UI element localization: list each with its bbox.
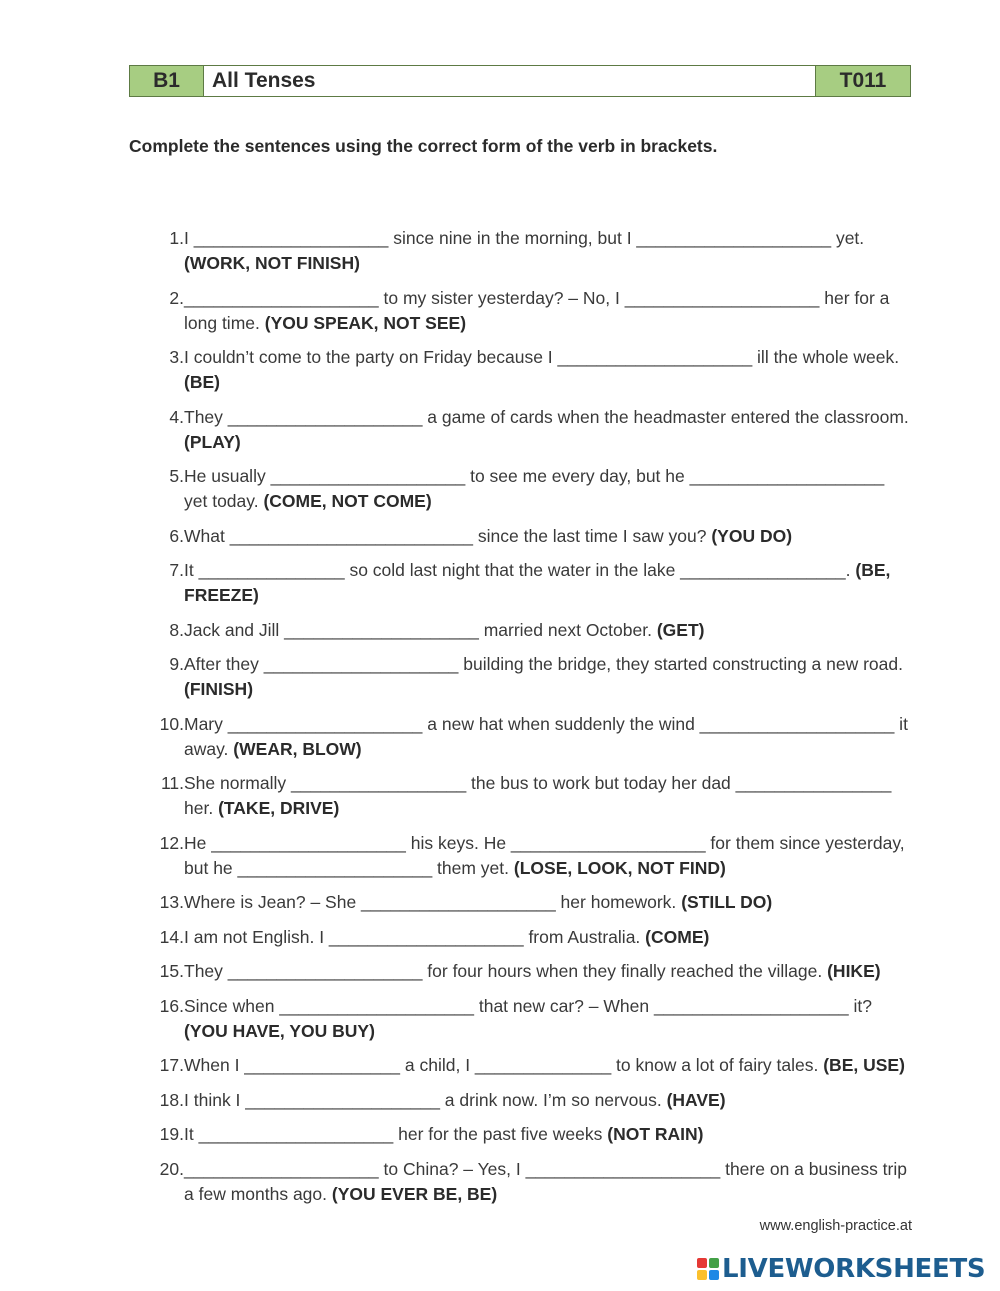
item-hint: (FINISH) — [184, 679, 254, 699]
exercise-item — [129, 1122, 912, 1147]
item-number: 3. — [169, 347, 184, 367]
item-number: 4. — [169, 406, 184, 427]
item-number: 7. — [169, 560, 184, 580]
item-number: 8. — [169, 619, 184, 640]
item-sentence: When I ________________ a child, I ______________ to know a lot of fairy tales. — [184, 1055, 819, 1075]
item-hint: (YOU HAVE, YOU BUY) — [184, 1020, 375, 1041]
item-sentence: I think I ____________________ a drink now. I’m so nervous. — [184, 1089, 662, 1110]
item-hint: (YOU SPEAK, NOT SEE) — [264, 312, 467, 333]
item-number: 16. — [159, 995, 184, 1016]
worksheet-code: T011 — [816, 66, 910, 96]
item-sentence: I couldn’t come to the party on Friday because I ____________________ ill the whole week. — [184, 347, 900, 367]
item-hint: (LOSE, LOOK, NOT FIND) — [513, 857, 726, 878]
item-hint: (WORK, NOT FINISH) — [184, 253, 360, 273]
instruction-text: Complete the sentences using the correct form of the verb in brackets. — [129, 136, 718, 156]
item-sentence: It _______________ so cold last night that the water in the lake _________________. — [184, 560, 851, 580]
item-sentence: Jack and Jill ____________________ married next October. — [184, 619, 652, 640]
level-label: B1 — [130, 66, 204, 96]
exercise-item — [129, 831, 912, 881]
item-number: 19. — [159, 1124, 184, 1144]
exercise-item — [129, 405, 912, 455]
item-sentence: Mary ____________________ a new hat when suddenly the wind ____________________ it away. — [184, 713, 908, 759]
item-sentence: ____________________ to my sister yesterday? – No, I ____________________ her for a long time. — [184, 287, 890, 333]
item-number: 15. — [159, 961, 184, 981]
exercise-item — [129, 226, 912, 276]
exercise-item — [129, 618, 912, 643]
item-hint: (HIKE) — [827, 961, 881, 981]
item-sentence: ____________________ to China? – Yes, I ____________________ there on a business trip a few months ago. — [184, 1158, 907, 1204]
exercise-item — [129, 1088, 912, 1113]
item-number: 10. — [159, 713, 184, 734]
exercise-item — [129, 464, 912, 514]
item-sentence: I am not English. I ____________________ from Australia. — [184, 926, 641, 947]
item-hint: (COME, NOT COME) — [263, 491, 432, 511]
exercise-item — [129, 771, 912, 821]
item-sentence: Since when ____________________ that new car? – When ____________________ it? — [184, 995, 872, 1016]
source-website: www.english-practice.at — [759, 1218, 912, 1234]
item-hint: (HAVE) — [666, 1089, 726, 1110]
item-number: 17. — [159, 1055, 184, 1075]
exercise-item — [129, 286, 912, 336]
item-sentence: She normally __________________ the bus to work but today her dad ________________ her. — [184, 773, 892, 818]
item-hint: (BE) — [184, 372, 220, 392]
item-number: 20. — [159, 1158, 184, 1179]
item-hint: (GET) — [656, 619, 705, 640]
item-hint: (STILL DO) — [681, 892, 773, 912]
item-hint: (COME) — [645, 926, 710, 947]
worksheet-header — [129, 65, 911, 97]
item-sentence: After they ____________________ building the bridge, they started constructing a new road. — [184, 654, 903, 674]
exercise-item — [129, 712, 912, 762]
item-sentence: They ____________________ a game of cards when the headmaster entered the classroom. — [184, 406, 909, 427]
exercise-item — [129, 959, 912, 984]
item-hint: (TAKE, DRIVE) — [218, 798, 340, 818]
item-sentence: He usually ____________________ to see me every day, but he ____________________ yet today. — [184, 466, 885, 511]
item-sentence: It ____________________ her for the past five weeks — [184, 1124, 603, 1144]
item-number: 5. — [169, 466, 184, 486]
item-number: 12. — [159, 832, 184, 853]
exercise-item — [129, 524, 912, 549]
exercise-item — [129, 345, 912, 395]
exercise-item — [129, 1053, 912, 1078]
item-sentence: Where is Jean? – She ____________________ her homework. — [184, 892, 677, 912]
exercise-list — [129, 226, 912, 1216]
item-sentence: They ____________________ for four hours when they finally reached the village. — [184, 961, 823, 981]
item-number: 6. — [169, 525, 184, 546]
item-number: 13. — [159, 892, 184, 912]
item-sentence: What _________________________ since the last time I saw you? — [184, 525, 712, 546]
item-hint: (NOT RAIN) — [607, 1124, 704, 1144]
item-number: 11. — [160, 773, 184, 793]
item-sentence: He ____________________ his keys. He ____________________ for them since yesterday, but he ____________________ them yet. — [184, 832, 905, 878]
logo-text: LIVEWORKSHEETS — [722, 1254, 986, 1284]
exercise-item — [129, 925, 912, 950]
exercise-item — [129, 994, 912, 1044]
item-number: 18. — [159, 1089, 184, 1110]
exercise-item — [129, 558, 912, 608]
item-sentence: I ____________________ since nine in the morning, but I ____________________ yet. — [184, 228, 865, 248]
item-number: 14. — [159, 926, 184, 947]
liveworksheets-logo — [697, 1254, 985, 1284]
exercise-item — [129, 890, 912, 915]
item-number: 2. — [169, 287, 184, 308]
item-hint: (YOU EVER BE, BE) — [331, 1183, 498, 1204]
item-hint: (YOU DO) — [711, 525, 793, 546]
item-hint: (BE, USE) — [823, 1055, 905, 1075]
item-hint: (BE, FREEZE) — [184, 560, 891, 605]
logo-blocks-icon — [697, 1258, 719, 1280]
exercise-item — [129, 1157, 912, 1207]
item-number: 1. — [169, 228, 184, 248]
item-hint: (WEAR, BLOW) — [233, 738, 362, 759]
exercise-item — [129, 652, 912, 702]
item-number: 9. — [169, 654, 184, 674]
worksheet-title: All Tenses — [204, 66, 816, 96]
item-hint: (PLAY) — [184, 431, 241, 452]
